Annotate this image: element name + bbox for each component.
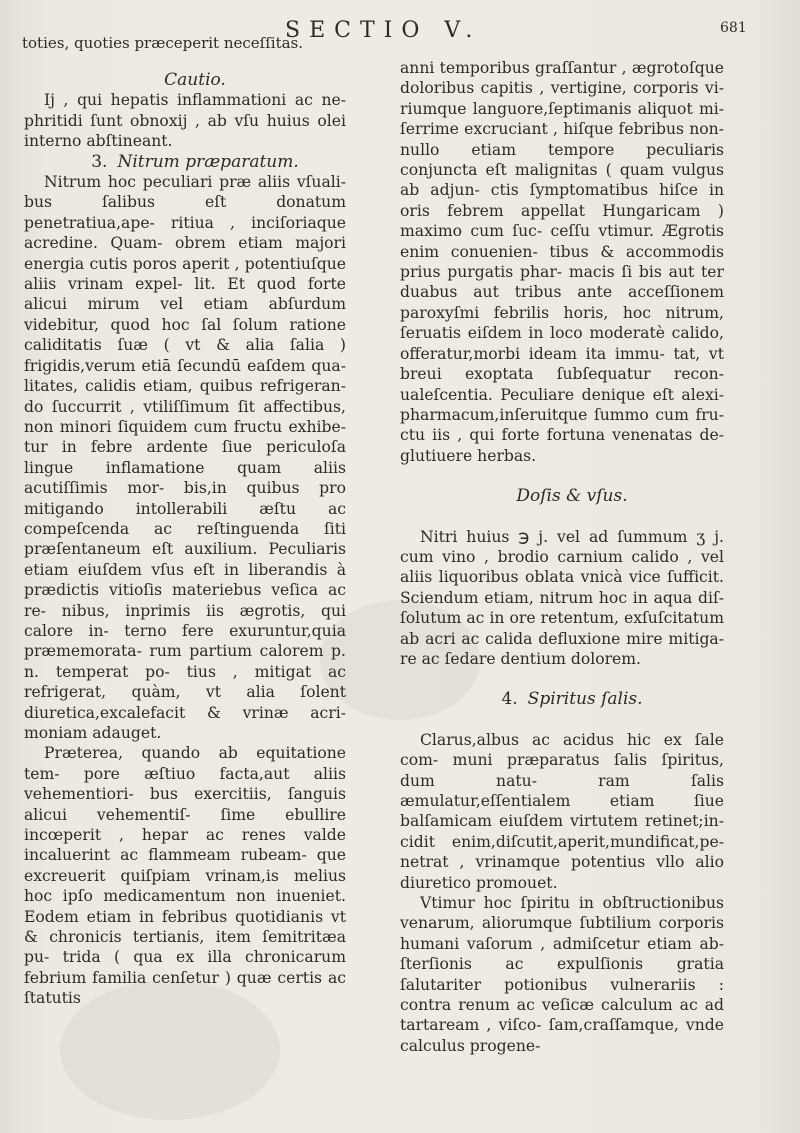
running-head: SECTIO V. (285, 18, 482, 43)
nitrum-paragraph-1: Nitrum hoc peculiari præ aliis vſuali- bus ſalibus eſt donatum penetratiua,ape- ritiua , inciſoriaque acredine. Quam- obrem etiam majori energia cutis poros aperit , potentiuſque aliis vrinam expel- lit. Et quod forte alicui mirum vel etiam abſurdum videbitur, quod hoc ſal ſolum ratione caliditatis ſuæ ( vt & alia ſalia ) frigidis,verum etiā ſecundū eaſdem qua- litates, calidis etiam, quibus refrigeran- do ſuccurrit , vtiliſſimum ſit affectibus, non minori ſiquidem cum fructu exhibe- tur in febre ardente ſiue periculoſa lingue inflamatione quam aliis acutiſſimis mor- bis,in quibus pro mitigando intollerabili æſtu ac compeſcenda ac reſtinguenda ſiti præſentaneum eſt auxilium. Peculiaris etiam eiuſdem vſus eſt in liberandis à prædictis vitioſis materiebus veſica ac re- nibus, inprimis iis ægrotis, qui calore in- terno fere exuruntur,quia præmemorata- rum partium calorem p. n. temperat po- tius , mitigat ac refrigerat, quàm, vt alia ſolent diuretica,excalefacit & vrinæ acri- moniam adauget. (24, 173, 346, 742)
section-3-title: Nitrum præparatum. (117, 151, 299, 172)
spiritus-paragraph-2: Vtimur hoc ſpiritu in obſtructionibus venarum, aliorumque ſubtilium corporis humani vaſorum , admiſcetur etiam ab- ſterſionis ac expulſionis gratia ſalutariter potionibus vulnerariis : contra renum ac veſicæ calculum ac ad tartaream , viſco- ſam,craſſamque, vnde calculus progene- (400, 894, 724, 1055)
section-4-number: 4. (501, 689, 518, 710)
spiritus-paragraph-1: Clarus,albus ac acidus hic ex ſale com- muni præparatus ſalis ſpiritus, dum natu- ram ſalis æmulatur,eſſentialem etiam ſiue balſamicam eiuſdem virtutem retinet;in- cidit enim,diſcutit,aperit,mundificat,pe- netrat , vrinamque potentius vllo alio diuretico promouet. (400, 730, 724, 892)
page-header (0, 18, 800, 58)
caution-text: Ij , qui hepatis inflammationi ac ne- phritidi ſunt obnoxij , ab vſu huius olei interno abſtineant. (24, 91, 346, 151)
dose-heading: Doſis & vſus. (516, 486, 628, 507)
caution-heading: Cautio. (164, 70, 226, 90)
left-column (24, 58, 346, 1009)
section-3-heading (24, 152, 346, 172)
header-catchline: toties, quoties præceperit neceſſitas. (22, 34, 304, 52)
section-4-heading (400, 689, 724, 709)
section-4-title: Spiritus ſalis. (527, 689, 643, 710)
page-number: 681 (720, 20, 747, 36)
section-3-number: 3. (91, 151, 108, 172)
dose-text: Nitri huius ℈ j. vel ad ſummum ʒ j. cum vino , brodio carnium calido , vel aliis liquoribus oblata vnicà vice ſufficit. Sciendum etiam, nitrum hoc in aqua diſ- ſolutum ac in ore retentum, exſuſcitatum ab acri ac calida defluxione mire mitiga- re ac ſedare dentium dolorem. (400, 527, 724, 668)
right-column (400, 58, 724, 1056)
nitrum-paragraph-2: Præterea, quando ab equitatione tem- pore æſtiuo facta,aut aliis vehementiori- bus exercitiis, ſanguis alicui vehementiſ- ſime ebullire incœperit , hepar ac renes valde incaluerint ac flammeam rubeam- que excreuerit quiſpiam vrinam,is melius hoc ipſo medicamentum non inueniet. Eodem etiam in febribus quotidianis vt & chronicis tertianis, item ſemitritæa pu- trida ( qua ex illa chronicarum febrium familia cenſetur ) quæ certis ac ſtatutis (24, 744, 346, 1008)
continued-paragraph: anni temporibus graſſantur , ægrotoſque doloribus capitis , vertigine, corporis vi- riumque languore,ſeptimanis aliquot mi- ſerrime excruciant , hiſque febribus non- nullo etiam tempore peculiaris conjuncta eſt malignitas ( quam vulgus ab adjun- ctis ſymptomatibus hiſce in oris febrem appellat Hungaricam ) maximo cum ſuc- ceſſu vtimur. Ægrotis enim conuenien- tibus & accommodis prius purgatis phar- macis ſi bis aut ter duabus aut tribus ante acceſſionem paroxyſmi febrilis horis, hoc nitrum, ſeruatis eiſdem in loco moderatè calido, offeratur,morbi ideam ita immu- tat, vt breui exoptata ſubſequatur recon- ualeſcentia. Peculiare denique eſt alexi- pharmacum,inſeruitque ſummo cum fru- ctu iis , qui forte fortuna venenatas de- glutiuere herbas. (400, 59, 724, 465)
